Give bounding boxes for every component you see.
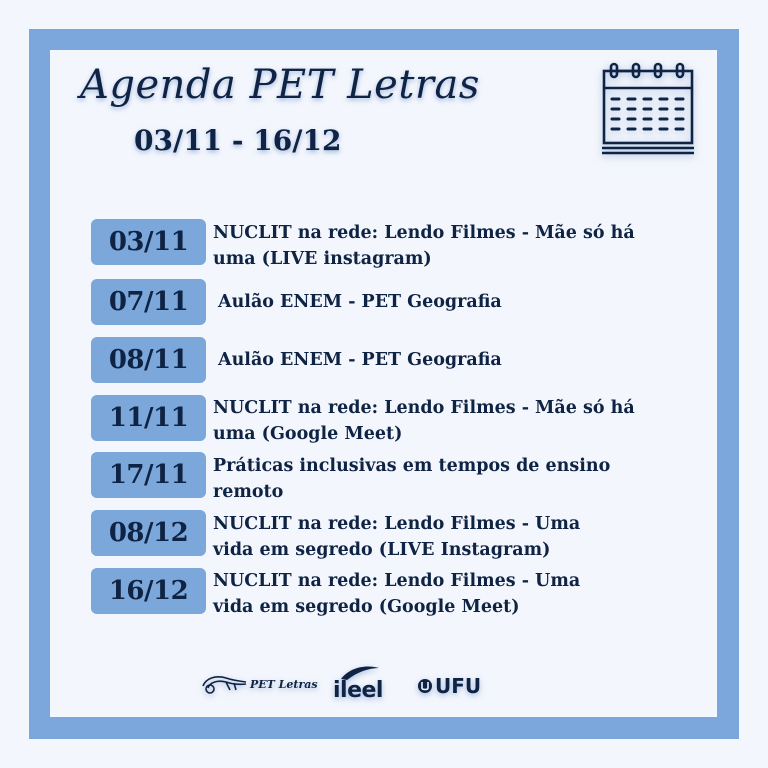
event-line: remoto	[213, 482, 284, 502]
ufu-emblem-icon	[417, 678, 433, 694]
date-badge: 08/11	[91, 337, 206, 383]
event-line: vida em segredo (LIVE Instagram)	[213, 540, 551, 560]
date-badge: 17/11	[91, 452, 206, 498]
chameleon-icon	[200, 672, 248, 696]
event-description	[213, 395, 693, 447]
event-line: NUCLIT na rede: Lendo Filmes - Mãe só há	[213, 398, 635, 418]
event-description	[213, 220, 693, 272]
event-description	[213, 511, 693, 563]
event-line: vida em segredo (Google Meet)	[213, 597, 520, 617]
date-badge: 03/11	[91, 219, 206, 265]
ufu-logo	[417, 674, 481, 698]
event-line: NUCLIT na rede: Lendo Filmes - Uma	[213, 514, 581, 534]
event-line: NUCLIT na rede: Lendo Filmes - Mãe só há	[213, 223, 635, 243]
pet-letras-logo	[200, 672, 318, 696]
event-description	[213, 568, 693, 620]
event-line: Aulão ENEM - PET Geografia	[218, 350, 502, 370]
date-badge: 16/12	[91, 568, 206, 614]
event-description	[218, 289, 698, 315]
ufu-label: UFU	[435, 674, 482, 698]
pet-letras-label: PET Letras	[250, 677, 318, 691]
event-description	[213, 453, 693, 505]
date-badge: 07/11	[91, 279, 206, 325]
event-line: NUCLIT na rede: Lendo Filmes - Uma	[213, 571, 581, 591]
ileel-logo	[333, 664, 393, 708]
date-badge: 08/12	[91, 510, 206, 556]
footer-logos	[200, 660, 500, 710]
calendar-icon	[598, 60, 698, 160]
event-line: uma (Google Meet)	[213, 424, 403, 444]
ileel-label: ileel	[333, 678, 383, 703]
event-line: Aulão ENEM - PET Geografia	[218, 292, 502, 312]
event-description	[218, 347, 698, 373]
date-badge: 11/11	[91, 395, 206, 441]
event-line: Práticas inclusivas em tempos de ensino	[213, 456, 611, 476]
page-title: Agenda PET Letras	[80, 62, 480, 108]
date-range: 03/11 - 16/12	[134, 124, 342, 157]
event-line: uma (LIVE instagram)	[213, 249, 432, 269]
